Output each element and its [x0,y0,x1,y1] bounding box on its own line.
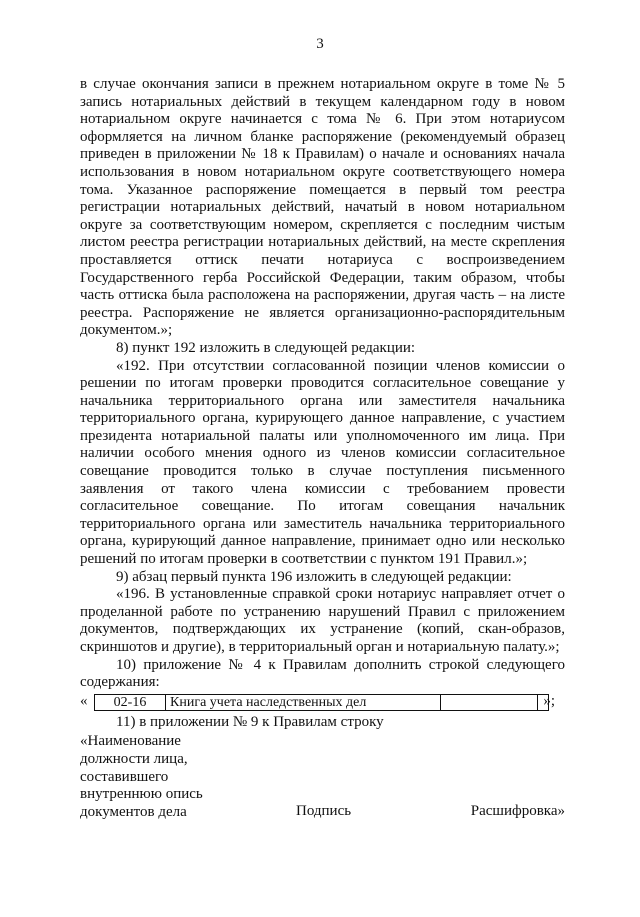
position-label-line: «Наименование [80,733,181,750]
item-11-heading: 11) в приложении № 9 к Правилам строку [116,713,384,730]
position-label-line: документов дела [80,803,187,820]
position-label-line: должности лица, [80,750,188,767]
open-quote: « [80,692,88,709]
item-10-heading: 10) приложение № 4 к Правилам дополнить строкой следующего содержания: [80,656,565,691]
appendix-row-line [80,692,565,714]
item-8-heading: 8) пункт 192 изложить в следующей редакции: [116,339,416,356]
table-cell-code: 02-16 [95,694,166,710]
signature-label: Подпись [296,803,352,820]
position-label-line: составившего [80,768,169,785]
signature-block [80,733,565,833]
decoding-label: Расшифровка» [470,803,565,820]
appendix-row-table [94,694,549,711]
table-cell-empty [441,694,538,710]
item-9-heading: 9) абзац первый пункта 196 изложить в следующей редакции: [116,568,512,585]
paragraph-196: «196. В установленные справкой сроки нотариус направляет отчет о проделанной работе по устранению нарушений Правил с приложением документов, подтверждающих их устранение (копий, скан-образов, скриншотов и другие), в территориальный орган и нотариальную палату.»; [80,586,565,655]
page-number: 3 [316,36,324,52]
table-cell-title: Книга учета наследственных дел [166,694,441,710]
table-row [95,694,549,710]
position-label [80,733,250,821]
paragraph-continuation: в случае окончания записи в прежнем нотариальном округе в томе № 5 запись нотариальных действий в текущем календарном году в новом нотариальном округе начинается с тома № 6. При этом нотариусом оформляется на личном бланке распоряжение (рекомендуемый образец приведен в приложении № 18 к Правилам) о начале и основаниях начала использования в новом нотариальном округе соответствующего номера тома. Указанное распоряжение помещается в первый том реестра регистрации нотариальных действий, начатый в новом нотариальном округе за соответствующим номером, скрепляется с последним чистым листом реестра регистрации нотариальных действий, на месте скрепления проставляется оттиск печати нотариуса с воспроизведением Государственного герба Российской Федерации, таким образом, чтобы часть оттиска была расположена на распоряжении, другая часть – на листе реестра. Распоряжение не является организационно-распорядительным документом.»; [80,76,565,339]
document-body [80,76,565,833]
paragraph-192: «192. При отсутствии согласованной позиции членов комиссии о решении по итогам проверки проводится согласительное совещание у начальника территориального органа или заместителя начальника территориального органа, курирующего данное направление, с участием президента нотариальной палаты или уполномоченного им лица. При наличии особого мнения одного из членов комиссии согласительное совещание проводится только в случае поступления письменного заявления от такого члена комиссии с требованием провести согласительное совещание. По итогам совещания начальник территориального органа или заместитель начальника территориального органа, курирующий данное направление, принимает одно или несколько решений по итогам проверки в соответствии с пунктом 191 Правил.»; [80,357,565,568]
close-quote: »; [543,692,555,709]
position-label-line: внутреннюю опись [80,786,203,803]
